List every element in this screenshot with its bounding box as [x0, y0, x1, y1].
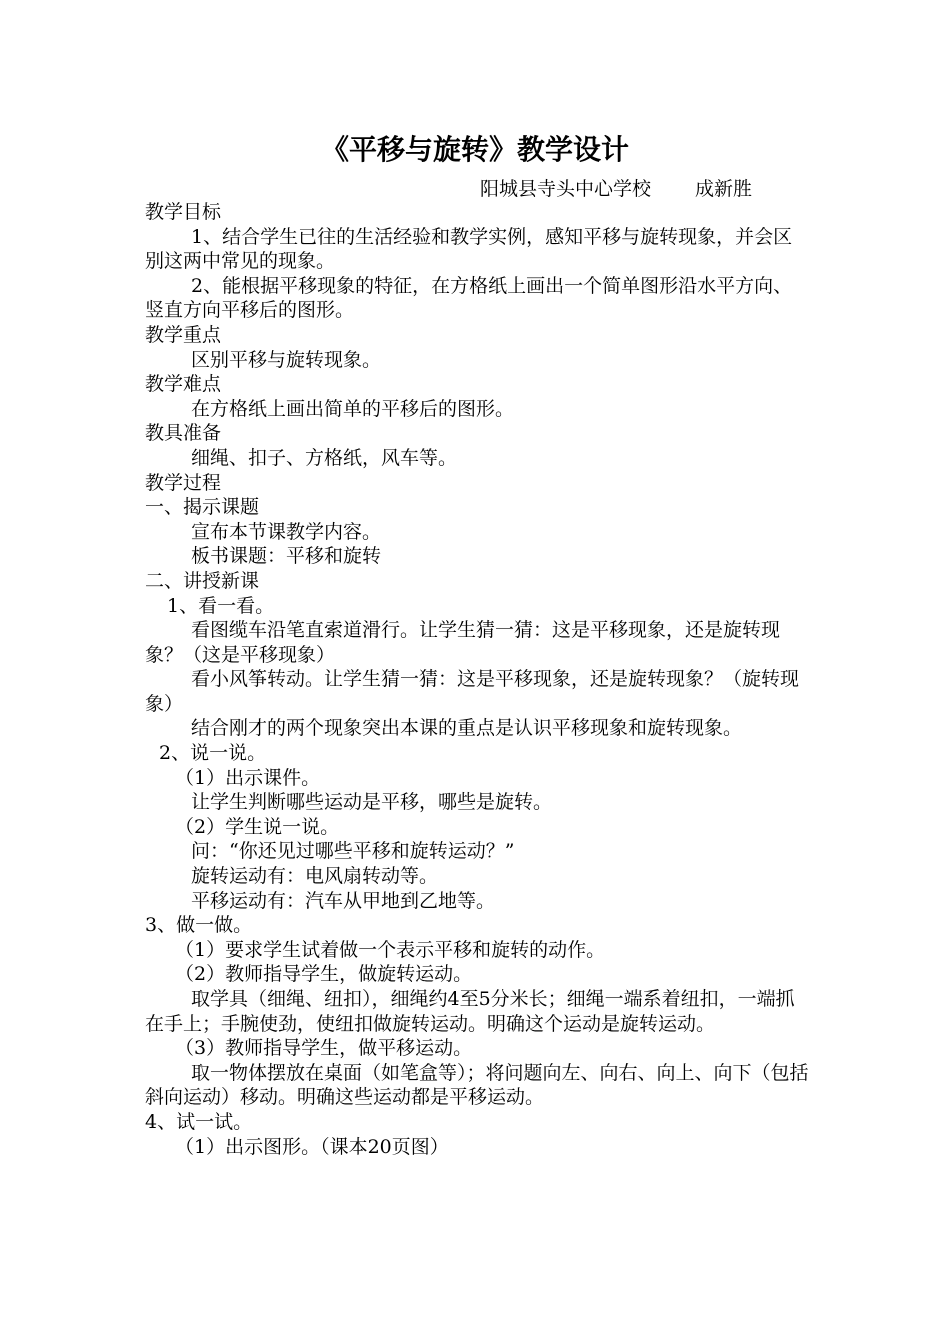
- paragraph: （1）出示课件。: [175, 766, 321, 789]
- paragraph: （3）教师指导学生，做平移运动。: [175, 1037, 473, 1060]
- paragraph: 在方格纸上画出简单的平移后的图形。: [191, 397, 515, 420]
- paragraph: 取学具（细绳、纽扣），细绳约4至5分米长；细绳一端系着纽扣，一端抓在手上；手腕使劲，使纽扣做旋转运动。明确这个运动是旋转运动。: [145, 988, 795, 1035]
- author-name: 成新胜: [695, 178, 753, 200]
- paragraph: 平移运动有：汽车从甲地到乙地等。: [191, 889, 496, 912]
- paragraph: 板书课题：平移和旋转: [191, 545, 382, 568]
- paragraph: （2）学生说一说。: [175, 815, 340, 838]
- paragraph: 1、结合学生已往的生活经验和教学实例，感知平移与旋转现象，并会区别这两中常见的现象。: [145, 225, 793, 273]
- paragraph: （1）要求学生试着做一个表示平移和旋转的动作。: [175, 938, 606, 961]
- paragraph: 取一物体摆放在桌面（如笔盒等）；将问题向左、向右、向上、向下（包括斜向运动）移动。明确这些运动都是平移运动。: [145, 1061, 809, 1109]
- paragraph: 宣布本节课教学内容。: [191, 520, 382, 543]
- paragraph: （1）出示图形。（课本20页图）: [175, 1135, 449, 1158]
- paragraph: 4、试一试。: [145, 1110, 253, 1133]
- document-body: [145, 200, 810, 1159]
- section-heading: 教学难点: [145, 373, 222, 396]
- byline: [480, 176, 752, 202]
- paragraph: 让学生判断哪些运动是平移，哪些是旋转。: [191, 791, 553, 814]
- paragraph: 问：“你还见过哪些平移和旋转运动？”: [191, 840, 515, 863]
- section-heading: 教学目标: [145, 201, 222, 223]
- section-heading: 二、讲授新课: [145, 569, 260, 592]
- paragraph: 2、能根据平移现象的特征，在方格纸上画出一个简单图形沿水平方向、竖直方向平移后的图形。: [145, 274, 793, 322]
- paragraph: 2、说一说。: [159, 742, 267, 765]
- paragraph: 看图缆车沿笔直索道滑行。让学生猜一猜：这是平移现象，还是旋转现象？（这是平移现象）: [145, 619, 781, 666]
- paragraph: 看小风筝转动。让学生猜一猜：这是平移现象，还是旋转现象？（旋转现象）: [145, 668, 800, 715]
- paragraph: 细绳、扣子、方格纸，风车等。: [191, 446, 458, 469]
- paragraph: 1、看一看。: [167, 594, 275, 617]
- document-title: 《平移与旋转》教学设计: [320, 133, 629, 166]
- section-heading: 教学过程: [145, 471, 222, 494]
- paragraph: 结合刚才的两个现象突出本课的重点是认识平移现象和旋转现象。: [191, 717, 743, 740]
- section-heading: 教学重点: [145, 323, 222, 346]
- paragraph: 3、做一做。: [145, 914, 253, 937]
- school-name: 阳城县寺头中心学校: [480, 178, 652, 200]
- paragraph: 区别平移与旋转现象。: [191, 348, 382, 371]
- section-heading: 一、揭示课题: [145, 496, 260, 519]
- paragraph: 旋转运动有：电风扇转动等。: [191, 865, 439, 888]
- paragraph: （2）教师指导学生，做旋转运动。: [175, 963, 473, 986]
- section-heading: 教具准备: [145, 422, 222, 445]
